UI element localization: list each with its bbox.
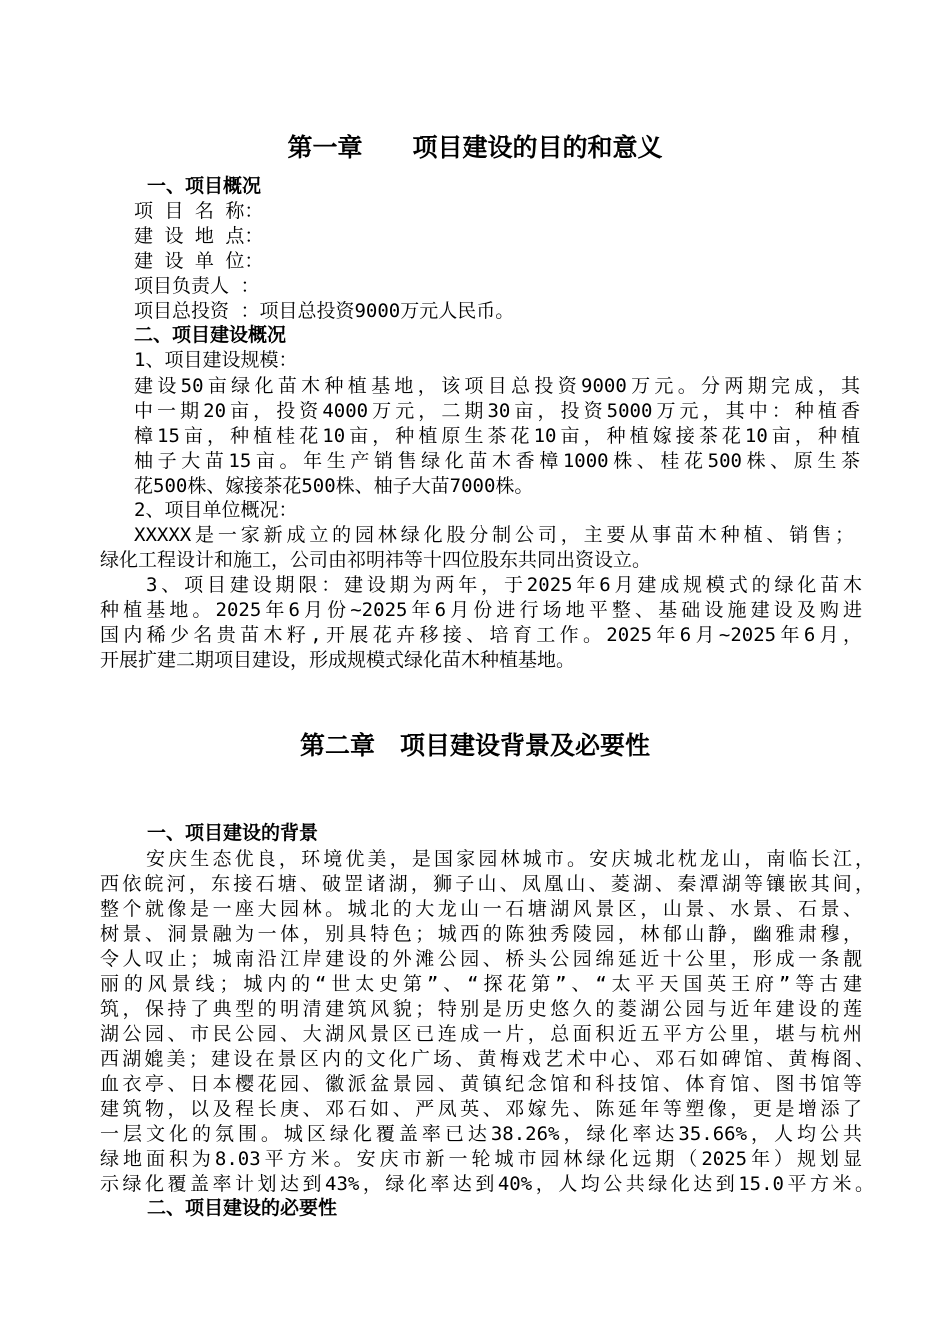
background-line: 血衣亭、日本樱花园、徽派盆景园、黄镇纪念馆和科技馆、体育馆、图书馆等 xyxy=(100,1073,862,1095)
section-heading-background: 一、项目建设的背景 xyxy=(147,822,319,844)
section-heading-overview: 一、项目概况 xyxy=(147,175,262,197)
section-heading-construction: 二、项目建设概况 xyxy=(134,324,287,346)
background-line: 西湖媲美；建设在景区内的文化广场、黄梅戏艺术中心、邓石如碑馆、黄梅阁、 xyxy=(100,1048,874,1070)
background-line: 整个就像是一座大园林。城北的大龙山一石塘湖风景区，山景、水景、石景、 xyxy=(100,898,862,920)
background-line: 绿地面积为8.03平方米。安庆市新一轮城市园林绿化远期（2025年）规划显 xyxy=(100,1148,862,1170)
subheading-scale: 1、项目建设规模： xyxy=(134,349,298,371)
scale-line: 中一期20亩，投资4000万元，二期30亩，投资5000万元，其中：种植香 xyxy=(134,400,860,422)
background-line: 令人叹止；城南沿江岸建设的外滩公园、桥头公园绵延近十公里，形成一条靓 xyxy=(100,948,862,970)
subheading-unit: 2、项目单位概况： xyxy=(134,499,298,521)
unit-line: XXXXX是一家新成立的园林绿化股分制公司，主要从事苗木种植、销售； xyxy=(134,524,854,546)
section-heading-necessity: 二、项目建设的必要性 xyxy=(147,1197,338,1219)
background-line: 一层文化的氛围。城区绿化覆盖率已达38.26%，绿化率达35.66%，人均公共 xyxy=(100,1123,862,1145)
field-project-name: 项 目 名 称： xyxy=(134,200,264,222)
background-line: 丽的风景线；城内的“世太史第”、“探花第”、“太平天国英王府”等古建 xyxy=(100,973,862,995)
background-line: 树景、洞景融为一体，别具特色；城西的陈独秀陵园，林郁山静，幽雅肃穆， xyxy=(100,923,862,945)
field-builder: 建 设 单 位： xyxy=(134,250,264,272)
scale-line: 柚子大苗15亩。年生产销售绿化苗木香樟1000株、桂花500株、原生茶 xyxy=(134,450,860,472)
field-investment: 项目总投资 ：项目总投资9000万元人民币。 xyxy=(134,300,515,322)
background-line: 建筑物，以及程长庚、邓石如、严凤英、邓嫁先、陈延年等塑像，更是增添了 xyxy=(100,1098,862,1120)
scale-line: 樟15亩，种植桂花10亩，种植原生茶花10亩，种植嫁接茶花10亩，种植 xyxy=(134,425,860,447)
period-line: 开展扩建二期项目建设，形成规模式绿化苗木种植基地。 xyxy=(100,649,576,671)
background-line: 湖公园、市民公园、大湖风景区已连成一片，总面积近五平方公里，堪与杭州 xyxy=(100,1023,862,1045)
field-location: 建 设 地 点： xyxy=(134,225,264,247)
field-leader: 项目负责人 ： xyxy=(134,275,260,297)
scale-line: 建设50亩绿化苗木种植基地，该项目总投资9000万元。分两期完成，其 xyxy=(134,375,860,397)
background-line: 示绿化覆盖率计划达到43%，绿化率达到40%，人均公共绿化达到15.0平方米。 xyxy=(100,1173,874,1195)
background-line: 安庆生态优良，环境优美，是国家园林城市。安庆城北枕龙山，南临长江， xyxy=(146,848,874,870)
chapter-2-title: 第二章 项目建设背景及必要性 xyxy=(299,731,650,760)
scale-line: 花500株、嫁接茶花500株、柚子大苗7000株。 xyxy=(134,475,534,497)
period-line: 国内稀少名贵苗木籽,开展花卉移接、培育工作。2025年6月~2025年6月， xyxy=(100,624,862,646)
period-line: 3、项目建设期限：建设期为两年，于2025年6月建成规模式的绿化苗木 xyxy=(146,574,862,596)
background-line: 西依皖河，东接石塘、破罡诸湖，狮子山、凤凰山、菱湖、秦潭湖等镶嵌其间， xyxy=(100,873,874,895)
period-line: 种植基地。2025年6月份~2025年6月份进行场地平整、基础设施建设及购进 xyxy=(100,599,862,621)
background-line: 筑，保持了典型的明清建筑风貌；特别是历史悠久的菱湖公园与近年建设的莲 xyxy=(100,998,862,1020)
unit-line: 绿化工程设计和施工，公司由祁明祎等十四位股东共同出资设立。 xyxy=(100,549,652,571)
chapter-1-title: 第一章 项目建设的目的和意义 xyxy=(287,133,663,162)
